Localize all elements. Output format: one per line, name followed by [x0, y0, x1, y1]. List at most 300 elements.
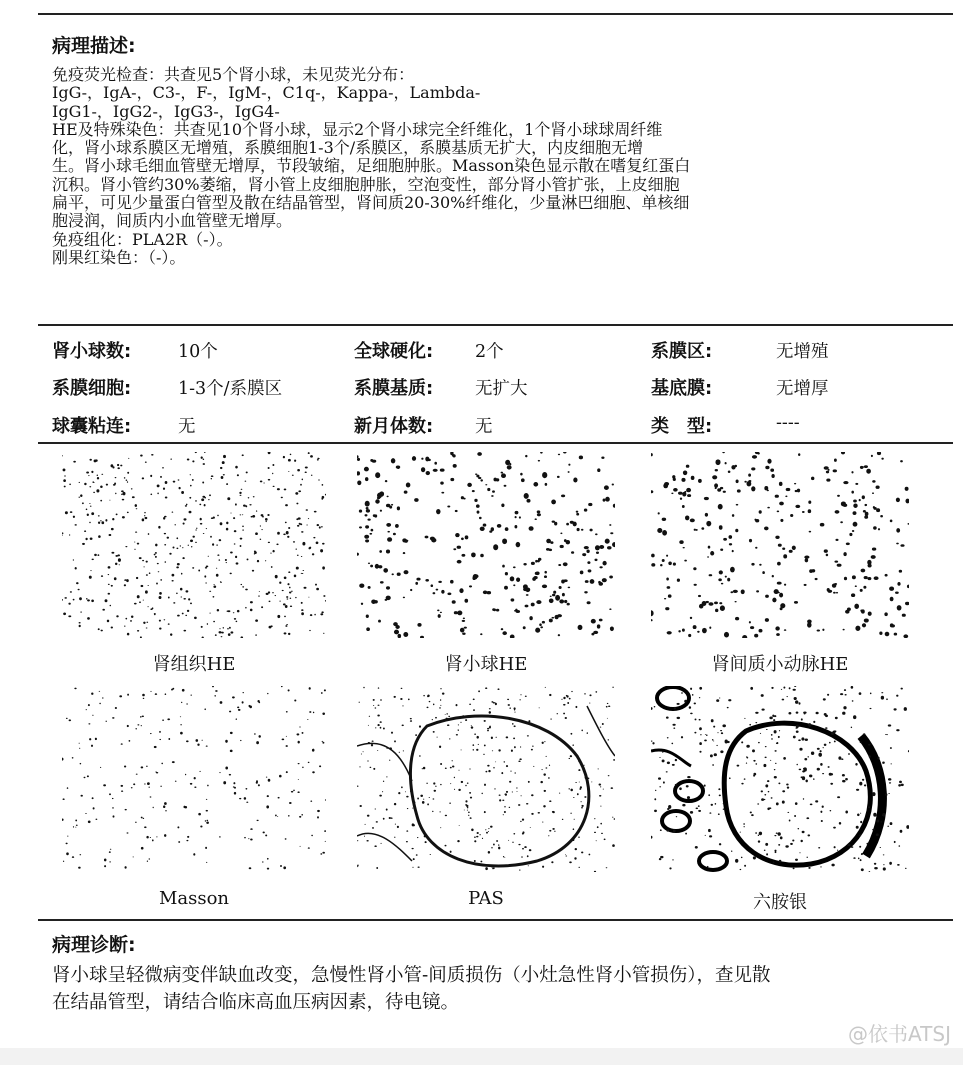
- cell-speck: [868, 564, 872, 568]
- cell-speck: [252, 515, 255, 518]
- cell-speck: [612, 687, 613, 688]
- cell-speck: [578, 769, 580, 771]
- cell-speck: [837, 564, 842, 567]
- cell-speck: [548, 777, 550, 779]
- cell-speck: [535, 518, 537, 520]
- cell-speck: [157, 493, 159, 495]
- cell-speck: [609, 576, 613, 579]
- cell-speck: [772, 598, 776, 603]
- cell-speck: [718, 788, 720, 790]
- cell-speck: [197, 743, 199, 745]
- cell-speck: [741, 741, 743, 743]
- cell-speck: [584, 546, 589, 549]
- cell-speck: [607, 703, 609, 704]
- cell-speck: [192, 536, 194, 538]
- cell-speck: [468, 815, 470, 816]
- cell-speck: [367, 518, 370, 520]
- cell-speck: [587, 802, 589, 803]
- cell-speck: [514, 525, 517, 528]
- cell-speck: [833, 469, 837, 472]
- cell-speck: [135, 531, 137, 532]
- cell-speck: [820, 866, 821, 867]
- cell-speck: [853, 511, 857, 515]
- cell-speck: [835, 539, 838, 541]
- cell-speck: [219, 836, 221, 838]
- cell-speck: [588, 778, 590, 780]
- cell-speck: [313, 537, 315, 539]
- cell-speck: [488, 851, 490, 854]
- cell-speck: [203, 458, 204, 460]
- cell-speck: [284, 488, 287, 490]
- cell-speck: [110, 605, 112, 607]
- cell-speck: [546, 539, 551, 544]
- cell-speck: [265, 518, 268, 521]
- cell-speck: [229, 774, 231, 776]
- cell-speck: [117, 554, 120, 556]
- cell-speck: [566, 540, 571, 544]
- cell-speck: [725, 576, 727, 578]
- cell-speck: [386, 747, 388, 748]
- cell-speck: [766, 853, 768, 855]
- cell-speck: [128, 458, 129, 459]
- cell-speck: [681, 736, 683, 738]
- cell-speck: [90, 570, 91, 571]
- description-line: 免疫荧光检查：共查见5个肾小球，未见荧光分布：: [52, 65, 415, 84]
- cell-speck: [217, 609, 220, 611]
- cell-speck: [88, 704, 90, 706]
- cell-speck: [62, 455, 63, 456]
- cell-speck: [548, 835, 549, 836]
- cell-speck: [810, 804, 813, 806]
- cell-speck: [230, 750, 233, 753]
- cell-speck: [872, 480, 875, 483]
- cell-speck: [319, 526, 321, 528]
- cell-speck: [876, 508, 880, 512]
- cell-speck: [447, 506, 450, 508]
- cell-speck: [667, 631, 672, 634]
- cell-speck: [805, 558, 809, 562]
- cell-speck: [191, 546, 192, 547]
- cell-speck: [297, 733, 300, 735]
- cell-speck: [377, 724, 379, 726]
- cell-speck: [778, 783, 780, 785]
- cell-speck: [426, 783, 427, 784]
- cell-speck: [906, 825, 909, 829]
- cell-speck: [357, 786, 358, 787]
- cell-speck: [607, 718, 608, 719]
- cell-speck: [751, 467, 755, 470]
- cell-speck: [776, 633, 780, 636]
- cell-speck: [735, 601, 737, 602]
- cell-speck: [852, 700, 854, 701]
- cell-speck: [445, 714, 446, 715]
- cell-speck: [762, 709, 765, 711]
- cell-speck: [658, 512, 660, 514]
- cell-speck: [290, 454, 292, 456]
- cell-speck: [172, 688, 174, 690]
- cell-speck: [287, 598, 289, 599]
- cell-speck: [820, 523, 825, 527]
- cell-speck: [404, 490, 408, 493]
- cell-speck: [526, 499, 530, 503]
- cell-speck: [309, 711, 311, 713]
- grid-global-sclerosis: [354, 337, 504, 363]
- cell-speck: [459, 588, 463, 593]
- cell-speck: [80, 854, 82, 855]
- cell-speck: [250, 828, 252, 830]
- cell-speck: [159, 731, 161, 733]
- cell-speck: [111, 585, 113, 587]
- cell-speck: [247, 558, 249, 560]
- cell-speck: [841, 452, 845, 454]
- cell-speck: [773, 862, 775, 863]
- cell-speck: [678, 492, 683, 495]
- cell-speck: [207, 623, 208, 625]
- cell-speck: [562, 819, 563, 820]
- cell-speck: [292, 475, 294, 476]
- cell-speck: [69, 483, 71, 485]
- cell-speck: [217, 554, 219, 556]
- cell-speck: [712, 739, 713, 741]
- cell-speck: [665, 607, 669, 610]
- cell-speck: [463, 617, 465, 619]
- cell-speck: [199, 504, 201, 506]
- cell-speck: [767, 780, 769, 782]
- cell-speck: [173, 602, 175, 604]
- cell-speck: [448, 716, 450, 717]
- cell-speck: [785, 845, 789, 847]
- cell-speck: [489, 726, 491, 728]
- cell-speck: [679, 759, 680, 760]
- cell-speck: [514, 746, 516, 748]
- cell-speck: [298, 779, 299, 780]
- cell-speck: [667, 737, 669, 738]
- cell-speck: [566, 695, 568, 697]
- cell-speck: [779, 502, 784, 506]
- cell-speck: [215, 690, 218, 692]
- cell-speck: [600, 823, 602, 825]
- cell-speck: [563, 713, 565, 715]
- cell-speck: [769, 717, 772, 720]
- cell-speck: [780, 836, 783, 839]
- cell-speck: [427, 803, 429, 805]
- cell-speck: [423, 767, 425, 770]
- cell-speck: [278, 797, 280, 799]
- cell-speck: [654, 810, 657, 812]
- cell-speck: [420, 795, 423, 797]
- cell-speck: [242, 586, 244, 587]
- cell-speck: [585, 580, 589, 583]
- cell-speck: [563, 579, 567, 582]
- cell-speck: [294, 700, 296, 702]
- description-line: 免疫组化：PLA2R（-）。: [52, 229, 233, 249]
- cell-speck: [718, 578, 722, 581]
- cell-speck: [559, 586, 562, 589]
- cell-speck: [793, 689, 796, 691]
- cell-speck: [891, 624, 895, 627]
- cell-speck: [380, 721, 382, 723]
- cell-speck: [139, 601, 141, 603]
- cell-speck: [464, 627, 467, 629]
- cell-speck: [735, 859, 738, 863]
- cell-speck: [495, 762, 496, 763]
- cell-speck: [719, 602, 722, 604]
- cell-speck: [785, 496, 787, 498]
- cell-speck: [252, 570, 254, 572]
- cell-speck: [442, 692, 445, 694]
- cell-speck: [143, 622, 145, 624]
- cell-speck: [823, 747, 824, 748]
- cell-speck: [141, 585, 144, 587]
- cell-speck: [258, 595, 259, 596]
- description-line: 扁平，可见少量蛋白管型及散在结晶管型，肾间质20-30%纤维化，少量淋巴细胞、单核细: [52, 193, 690, 213]
- grid-value: ----: [776, 413, 800, 433]
- cell-speck: [245, 788, 247, 790]
- cell-speck: [178, 841, 180, 843]
- cell-speck: [270, 553, 272, 554]
- cell-speck: [165, 497, 168, 499]
- cell-speck: [309, 630, 311, 631]
- cell-speck: [213, 596, 215, 598]
- cell-speck: [317, 816, 319, 818]
- cell-speck: [143, 600, 144, 601]
- cell-speck: [602, 578, 607, 582]
- cell-speck: [225, 559, 227, 561]
- cell-speck: [192, 567, 194, 569]
- cell-speck: [720, 605, 725, 611]
- cell-speck: [362, 751, 363, 752]
- cell-speck: [516, 610, 521, 613]
- cell-speck: [406, 841, 408, 842]
- cell-speck: [237, 474, 239, 476]
- cell-speck: [551, 499, 556, 504]
- cell-speck: [765, 466, 769, 469]
- cell-speck: [532, 577, 536, 581]
- cell-speck: [95, 738, 97, 741]
- cell-speck: [587, 561, 590, 564]
- cell-speck: [116, 615, 118, 617]
- cell-speck: [595, 545, 600, 550]
- cell-speck: [503, 814, 504, 815]
- cell-speck: [789, 820, 791, 822]
- cell-speck: [651, 453, 653, 456]
- cell-speck: [476, 749, 478, 751]
- cell-speck: [824, 744, 827, 746]
- cell-speck: [709, 835, 712, 837]
- cell-speck: [385, 480, 387, 482]
- cell-speck: [484, 744, 486, 746]
- cell-speck: [219, 539, 222, 541]
- cell-speck: [245, 607, 246, 609]
- cell-speck: [512, 791, 513, 792]
- cell-speck: [359, 510, 362, 513]
- cell-speck: [469, 792, 471, 794]
- cell-speck: [491, 701, 493, 703]
- cell-speck: [492, 750, 493, 751]
- cell-speck: [284, 616, 286, 618]
- cell-speck: [660, 564, 663, 566]
- cell-speck: [695, 846, 698, 849]
- diagnosis-title: 病理诊断:: [52, 934, 136, 956]
- cell-speck: [471, 726, 473, 728]
- cell-speck: [751, 486, 755, 491]
- cell-speck: [885, 574, 888, 577]
- cell-speck: [508, 704, 510, 706]
- cell-speck: [840, 693, 843, 695]
- cell-speck: [603, 499, 606, 502]
- cell-speck: [106, 721, 107, 722]
- cell-speck: [723, 538, 727, 541]
- cell-speck: [417, 623, 421, 627]
- cell-speck: [744, 865, 746, 867]
- cell-speck: [758, 835, 759, 837]
- cell-speck: [296, 567, 299, 570]
- cell-speck: [454, 611, 458, 614]
- cell-speck: [740, 832, 741, 833]
- cell-speck: [285, 522, 287, 524]
- cell-speck: [499, 794, 501, 795]
- cell-speck: [290, 605, 292, 607]
- micrograph-masson-image: [62, 686, 326, 872]
- cell-speck: [165, 481, 168, 484]
- cell-speck: [600, 806, 601, 807]
- cell-speck: [654, 798, 656, 800]
- cell-speck: [145, 590, 148, 593]
- cell-speck: [116, 514, 118, 516]
- cell-speck: [460, 722, 461, 723]
- cell-speck: [815, 578, 818, 580]
- cell-speck: [357, 480, 361, 485]
- cell-speck: [795, 859, 798, 861]
- cell-speck: [386, 586, 390, 589]
- cell-speck: [780, 519, 783, 522]
- cell-speck: [591, 619, 596, 624]
- cell-speck: [200, 826, 202, 828]
- cell-speck: [597, 624, 601, 628]
- cell-speck: [146, 561, 148, 563]
- cell-speck: [367, 760, 369, 761]
- cell-speck: [502, 565, 505, 568]
- cell-speck: [380, 843, 381, 844]
- cell-speck: [758, 742, 760, 743]
- cell-speck: [866, 843, 868, 845]
- cell-speck: [523, 563, 526, 565]
- cell-speck: [757, 803, 759, 804]
- cell-speck: [301, 556, 302, 557]
- cell-speck: [117, 467, 119, 469]
- cell-speck: [507, 465, 512, 469]
- cell-speck: [267, 514, 269, 516]
- cell-speck: [255, 532, 258, 535]
- cell-speck: [87, 775, 89, 777]
- cell-speck: [604, 838, 606, 840]
- cell-speck: [382, 791, 383, 792]
- micrograph-methenamine-silver-image: [651, 686, 909, 872]
- cell-speck: [509, 781, 511, 783]
- cell-speck: [204, 575, 206, 577]
- cell-speck: [718, 813, 720, 815]
- cell-speck: [259, 735, 261, 738]
- cell-speck: [322, 713, 325, 715]
- grid-crescent-count: [354, 412, 493, 438]
- cell-speck: [286, 596, 288, 598]
- cell-speck: [794, 686, 796, 687]
- cell-speck: [709, 627, 711, 629]
- cell-speck: [589, 694, 591, 696]
- cell-speck: [557, 713, 558, 714]
- cell-speck: [824, 549, 828, 552]
- cell-speck: [84, 483, 87, 485]
- cell-speck: [877, 819, 880, 822]
- cell-speck: [573, 828, 575, 830]
- cell-speck: [651, 740, 652, 741]
- cell-speck: [391, 458, 396, 463]
- cell-speck: [510, 770, 511, 771]
- cell-speck: [288, 633, 290, 635]
- cell-speck: [889, 587, 894, 591]
- cell-speck: [445, 845, 447, 847]
- cell-speck: [279, 601, 281, 602]
- cell-speck: [175, 781, 177, 782]
- cell-speck: [122, 516, 125, 518]
- micrograph-glomerulus-he: [357, 452, 615, 638]
- cell-speck: [209, 591, 211, 592]
- cell-speck: [488, 828, 489, 829]
- cell-speck: [204, 452, 205, 453]
- cell-speck: [245, 589, 248, 591]
- cell-speck: [695, 718, 697, 720]
- cell-speck: [154, 613, 156, 615]
- cell-speck: [89, 576, 92, 579]
- cell-speck: [811, 751, 814, 754]
- cell-speck: [493, 544, 498, 550]
- cell-speck: [844, 689, 846, 691]
- cell-speck: [712, 475, 717, 479]
- cell-speck: [681, 692, 683, 693]
- cell-speck: [234, 530, 237, 532]
- cell-speck: [162, 720, 164, 721]
- cell-speck: [452, 600, 456, 604]
- cell-speck: [286, 531, 289, 534]
- cell-speck: [403, 632, 408, 637]
- cell-speck: [604, 485, 609, 490]
- cell-speck: [678, 630, 680, 632]
- cell-speck: [861, 868, 864, 871]
- cell-speck: [813, 721, 815, 723]
- cell-speck: [82, 502, 84, 504]
- cell-speck: [570, 789, 572, 792]
- cell-speck: [834, 583, 837, 585]
- cell-speck: [195, 500, 197, 502]
- cell-speck: [691, 476, 695, 480]
- cell-speck: [873, 813, 876, 817]
- cell-speck: [774, 589, 779, 594]
- cell-speck: [62, 819, 64, 821]
- cell-speck: [550, 596, 552, 597]
- cell-speck: [595, 533, 598, 535]
- cell-speck: [549, 800, 551, 802]
- cell-speck: [211, 517, 213, 519]
- cell-speck: [190, 603, 192, 605]
- cell-speck: [410, 790, 412, 792]
- cell-speck: [761, 790, 763, 792]
- cell-speck: [804, 758, 807, 760]
- cell-speck: [205, 582, 206, 583]
- cell-speck: [720, 549, 723, 551]
- cell-speck: [109, 851, 111, 853]
- cell-speck: [297, 525, 299, 527]
- cell-speck: [156, 582, 158, 584]
